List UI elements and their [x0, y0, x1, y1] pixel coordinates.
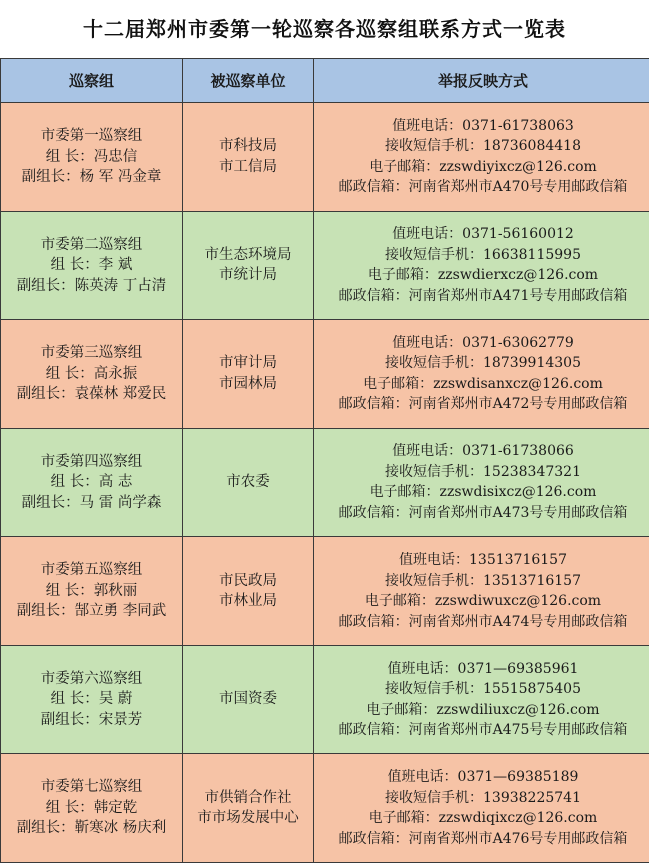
group-line: 组 长：高永振 [45, 365, 138, 382]
group-cell [1, 103, 183, 212]
unit-name: 市国资委 [219, 691, 277, 708]
group-cell [1, 211, 183, 320]
contact-table [0, 58, 649, 863]
group-line: 副组长：陈英涛 丁占清 [16, 277, 167, 294]
header-inspection-group: 巡察组 [1, 59, 183, 103]
header-inspected-unit: 被巡察单位 [183, 59, 314, 103]
contact-line: 接收短信手机：18736084418 [385, 138, 581, 155]
unit-cell [183, 537, 314, 646]
group-cell [1, 537, 183, 646]
table-header-row [1, 59, 649, 103]
page-title: 十二届郑州市委第一轮巡察各巡察组联系方式一览表 [83, 17, 566, 41]
contact-cell [314, 537, 649, 646]
contact-line: 邮政信箱：河南省郑州市A473号专用邮政信箱 [338, 504, 628, 521]
contact-cell [314, 320, 649, 429]
contact-line: 电子邮箱：zzswdiwuxcz@126.com [364, 593, 602, 610]
contact-line: 值班电话：0371—69385961 [387, 660, 579, 677]
contact-line: 值班电话：0371-56160012 [392, 226, 574, 243]
contact-line: 值班电话：0371-61738063 [392, 117, 574, 134]
table-body [1, 103, 649, 863]
group-line: 组 长：冯忠信 [45, 148, 138, 165]
unit-cell [183, 428, 314, 537]
unit-cell [183, 320, 314, 429]
header-report-method: 举报反映方式 [314, 59, 649, 103]
contact-line: 电子邮箱：zzswdisanxcz@126.com [363, 375, 603, 392]
group-line: 副组长：郜立勇 李同武 [16, 603, 167, 620]
table-row [1, 537, 649, 646]
contact-cell [314, 645, 649, 754]
group-cell [1, 428, 183, 537]
unit-name: 市民政局 [219, 572, 277, 589]
table-row [1, 645, 649, 754]
group-line: 市委第七巡察组 [40, 779, 143, 796]
contact-line: 邮政信箱：河南省郑州市A470号专用邮政信箱 [338, 179, 628, 196]
contact-line: 邮政信箱：河南省郑州市A471号专用邮政信箱 [338, 287, 628, 304]
group-line: 组 长：郭秋丽 [45, 582, 138, 599]
table-row [1, 211, 649, 320]
contact-cell [314, 211, 649, 320]
table-row [1, 103, 649, 212]
group-line: 市委第六巡察组 [40, 670, 143, 687]
unit-name: 市工信局 [219, 158, 277, 175]
contact-line: 值班电话：0371—69385189 [387, 769, 579, 786]
contact-line: 电子邮箱：zzswdierxcz@126.com [367, 267, 599, 284]
group-line: 市委第四巡察组 [40, 453, 143, 470]
table-row [1, 428, 649, 537]
unit-name: 市园林局 [219, 375, 277, 392]
group-line: 市委第一巡察组 [40, 128, 143, 145]
unit-cell [183, 754, 314, 863]
group-line: 市委第五巡察组 [40, 562, 143, 579]
unit-cell [183, 211, 314, 320]
contact-cell [314, 103, 649, 212]
unit-name: 市科技局 [219, 138, 277, 155]
group-line: 副组长：杨 军 冯金章 [21, 169, 162, 186]
contact-line: 邮政信箱：河南省郑州市A472号专用邮政信箱 [338, 396, 628, 413]
unit-name: 市生态环境局 [204, 246, 292, 263]
unit-name: 市农委 [226, 474, 270, 491]
group-cell [1, 320, 183, 429]
contact-line: 接收短信手机：13513716157 [385, 572, 581, 589]
unit-cell [183, 103, 314, 212]
contact-line: 接收短信手机：13938225741 [385, 789, 581, 806]
contact-line: 值班电话：0371-63062779 [392, 334, 574, 351]
unit-name: 市市场发展中心 [197, 810, 299, 827]
group-line: 市委第三巡察组 [40, 345, 143, 362]
group-cell [1, 754, 183, 863]
group-line: 市委第二巡察组 [40, 236, 143, 253]
group-line: 副组长：宋景芳 [40, 711, 143, 728]
contact-line: 值班电话：0371-61738066 [392, 443, 574, 460]
contact-line: 接收短信手机：16638115995 [385, 246, 581, 263]
group-line: 组 长：韩定乾 [45, 799, 138, 816]
contact-line: 电子邮箱：zzswdiliuxcz@126.com [366, 701, 600, 718]
contact-line: 邮政信箱：河南省郑州市A475号专用邮政信箱 [338, 722, 628, 739]
table-row [1, 320, 649, 429]
group-line: 副组长：马 雷 尚学森 [21, 494, 162, 511]
unit-name: 市供销合作社 [204, 789, 292, 806]
contact-line: 值班电话：13513716157 [399, 552, 567, 569]
contact-line: 电子邮箱：zzswdisixcz@126.com [369, 484, 597, 501]
contact-line: 接收短信手机：15515875405 [385, 681, 581, 698]
contact-line: 接收短信手机：15238347321 [385, 463, 581, 480]
group-line: 副组长：袁葆林 郑爱民 [16, 386, 167, 403]
contact-cell [314, 428, 649, 537]
group-line: 副组长：靳寒冰 杨庆利 [16, 820, 167, 837]
contact-cell [314, 754, 649, 863]
group-line: 组 长：吴 蔚 [50, 691, 133, 708]
contact-line: 接收短信手机：18739914305 [385, 355, 581, 372]
contact-line: 邮政信箱：河南省郑州市A474号专用邮政信箱 [338, 613, 628, 630]
contact-line: 电子邮箱：zzswdiyixcz@126.com [369, 158, 597, 175]
contact-line: 电子邮箱：zzswdiqixcz@126.com [368, 810, 598, 827]
unit-name: 市审计局 [219, 355, 277, 372]
unit-name: 市林业局 [219, 593, 277, 610]
group-cell [1, 645, 183, 754]
group-line: 组 长：高 志 [50, 474, 133, 491]
group-line: 组 长：李 斌 [50, 257, 133, 274]
contact-line: 邮政信箱：河南省郑州市A476号专用邮政信箱 [338, 830, 628, 847]
unit-cell [183, 645, 314, 754]
unit-name: 市统计局 [219, 267, 277, 284]
table-row [1, 754, 649, 863]
